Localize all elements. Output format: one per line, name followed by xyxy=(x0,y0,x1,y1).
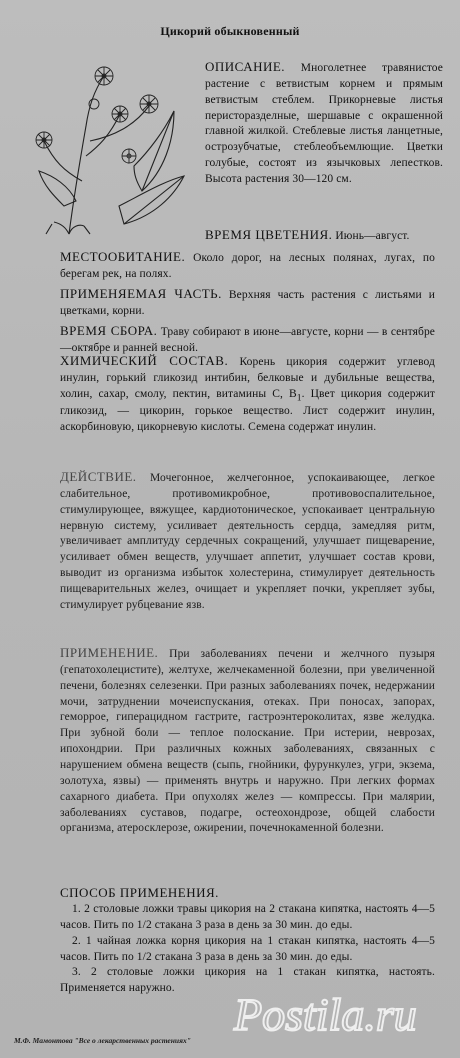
chemistry-heading: ХИМИЧЕСКИЙ СОСТАВ. xyxy=(60,353,229,368)
vitamin-subscript: 1 xyxy=(296,392,302,404)
section-bloom xyxy=(205,226,443,245)
section-description xyxy=(205,58,443,188)
section-used-part xyxy=(60,285,435,320)
collection-text: Траву собирают в июне—августе, корни — в сентябре—октябре и ранней весной. xyxy=(60,326,435,354)
section-application xyxy=(60,644,435,837)
method-item: 3. 2 столовые ложки цикория на 1 стакан кипятка, настоять. Применяется наружно. xyxy=(60,966,435,995)
habitat-heading: МЕСТООБИТАНИЕ. xyxy=(60,249,186,264)
chicory-plant-illustration xyxy=(24,56,204,236)
watermark-text: Postila.ru xyxy=(234,989,417,1040)
description-text: Многолетнее травянистое растение с ветвистым корнем и прямым ветвистым стеблем. Прикорневые листья перисторазделные, шершавые с окрашенной главной жилкой. Стеблевые листья ланцетные, острозубчатые, стеблеобъемлющие. Цветки голубые, состоят из язычковых лепестков. Высота растения 30—120 см. xyxy=(205,62,443,186)
method-item: 1. 2 столовые ложки травы цикория на 2 стакана кипятка, настоять 4—5 часов. Пить по 1/2 стакана 3 раза в день за 30 мин. до еды. xyxy=(60,902,435,931)
used-part-text: Верхняя часть растения с листьями и цветками, корни. xyxy=(60,289,435,317)
source-credit: М.Ф. Мамонтова "Все о лекарственных растениях" xyxy=(14,1036,191,1045)
used-part-heading: ПРИМЕНЯЕМАЯ ЧАСТЬ. xyxy=(60,286,222,301)
chemistry-text: Корень цикория содержит углевод инулин, горький гликозид интибин, белковые и дубильные вещества, холин, сахар, смолу, пектин, витамины С, В xyxy=(60,356,435,400)
bloom-text: Июнь—август. xyxy=(335,230,410,242)
section-chemistry xyxy=(60,352,435,436)
description-heading: ОПИСАНИЕ. xyxy=(205,59,286,74)
application-heading: ПРИМЕНЕНИЕ. xyxy=(60,645,159,660)
action-text: Мочегонное, желчегонное, успокаивающее, легкое слабительное, противомикробное, противовоспалительное, стимулирующее, вяжущее, кардиотоническое, успокаивает центральную нервную систему, усиливает деятельность сердца, замедляя ритм, увеличивает амплитуду сердечных сокращений, улучшает пищеварение, усиливает обмен веществ, улучшает аппетит, улучшает состав крови, выводит из организма избыток холестерина, стимулирует деятельность пищеварительных желез, очищает и укрепляет почки, укрепляет зубы, стимулирует рубцевание язв. xyxy=(60,472,435,611)
bloom-heading: ВРЕМЯ ЦВЕТЕНИЯ. xyxy=(205,227,333,242)
page-title: Цикорий обыкновенный xyxy=(160,24,300,38)
postila-watermark xyxy=(230,978,445,1048)
habitat-text: Около дорог, на лесных полянах, лугах, по берегам рек, на полях. xyxy=(60,252,435,280)
collection-heading: ВРЕМЯ СБОРА. xyxy=(60,323,158,338)
chemistry-text-continued: . Цвет цикория содержит гликозид, — цикорин, горькое вещество. Лист содержит инулин, аскорбиновую, цикорневую кислоты. Семена содержат инулин. xyxy=(60,387,435,434)
section-habitat xyxy=(60,248,435,283)
section-action xyxy=(60,468,435,614)
method-heading: СПОСОБ ПРИМЕНЕНИЯ. xyxy=(60,885,219,900)
application-text: При заболеваниях печени и желчного пузыря (гепатохолецистите), желтухе, желчекаменной болезни, при увеличенной печени, болезнях селезенки. При разных заболеваниях почек, недержании мочи, затруднении мочеиспускания, отеках. При поносах, запорах, геморрое, гиперацидном гастрите, гастроэнтероколитах, язве желудка. При зубной боли — теплое полоскание. При истерии, неврозах, ипохондрии. При различных кожных заболеваниях, связанных с нарушением обмена веществ (сыпь, гнойники, фурункулез, угри, экзема, золотуха, язвы) — применять внутрь и наружно. При легких формах сахарного диабета. При опухолях желез — компрессы. При малярии, заболеваниях суставов, подагре, остеохондрозе, общей слабости организма, атеросклерозе, ожирении, почечнокаменной болезни. xyxy=(60,648,435,835)
method-item: 2. 1 чайная ложка корня цикория на 1 стакан кипятка, настоять 4—5 часов. Пить по 1/2 стакана 3 раза в день за 30 мин. до еды. xyxy=(60,934,435,963)
action-heading: ДЕЙСТВИЕ. xyxy=(60,469,137,484)
